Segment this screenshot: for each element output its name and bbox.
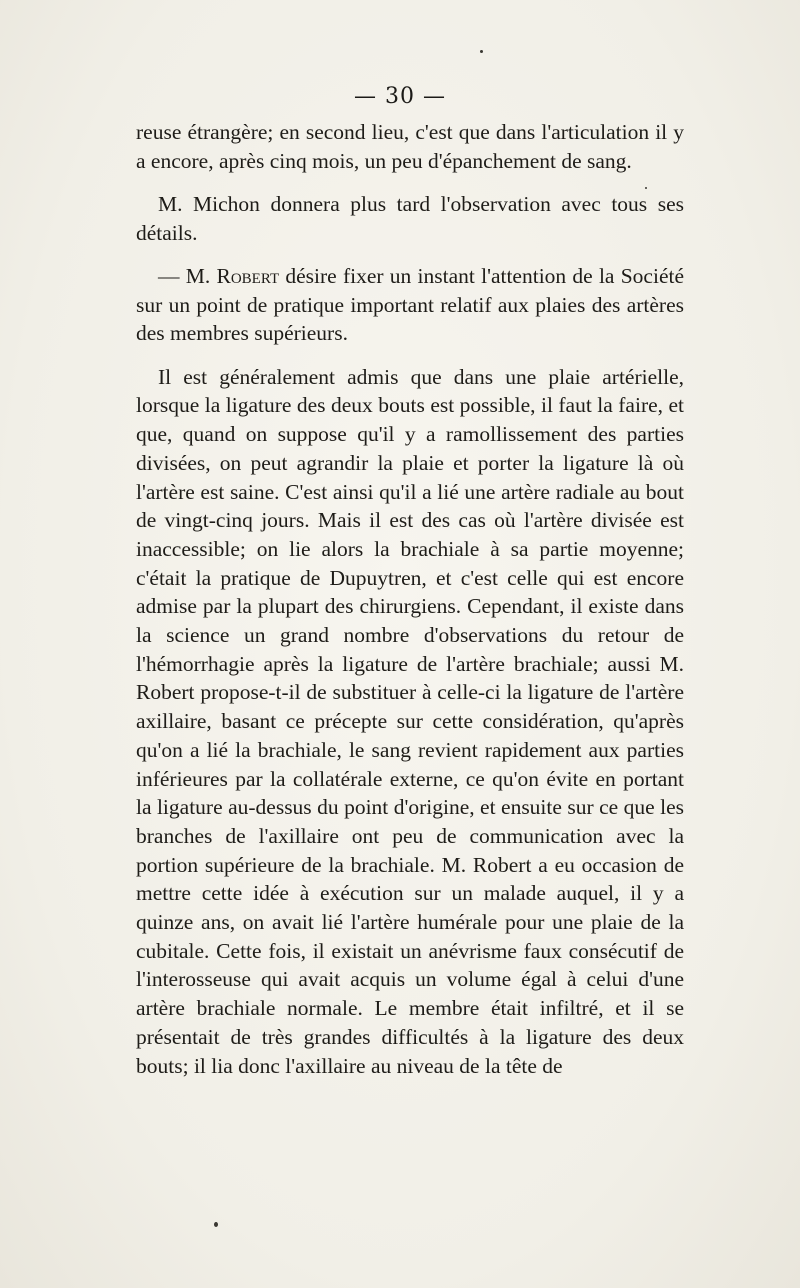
ink-speck [645,187,647,189]
paragraph-text: reuse étrangère; en second lieu, c'est que dans l'articulation il y a encore, après cinq mois, un peu d'épanchement de sang. [136,120,684,173]
body-text [136,118,684,1080]
paragraph-continuation [136,118,684,175]
paragraph-ligature [136,363,684,1081]
paragraph-text: Il est généralement admis que dans une plaie artérielle, lorsque la ligature des deux bouts est possible, il faut la faire, et que, quand on suppose qu'il y a ramollissement des parties divisées, on peut agrandir la plaie et porter la ligature là où l'artère est saine. C'est ainsi qu'il a lié une artère radiale au bout de vingt-cinq jours. Mais il est des cas où l'artère divisée est inaccessible; on lie alors la brachiale à sa partie moyenne; c'était la pratique de Dupuytren, et c'est celle qui est encore admise par la plupart des chirurgiens. Cependant, il existe dans la science un grand nombre d'observations du retour de l'hémorrhagie après la ligature de l'artère brachiale; aussi M. Robert propose-t-il de substituer à celle-ci la ligature de l'artère axillaire, basant ce précepte sur cette considération, qu'après qu'on a lié la brachiale, le sang revient rapidement aux parties inférieures par la collatérale externe, ce qu'on évite en portant la ligature au-dessus du point d'origine, et ensuite sur ce que les branches de l'axillaire ont peu de communication avec la portion supérieure de la brachiale. M. Robert a eu occasion de mettre cette idée à exécution sur un malade auquel, il y a quinze ans, on avait lié l'artère humérale pour une plaie de la cubitale. Cette fois, il existait un anévrisme faux consécutif de l'interosseuse qui avait acquis un volume égal à celui d'une artère brachiale normale. Le membre était infiltré, et il se présentait de très grandes difficultés à la ligature des deux bouts; il lia donc l'axillaire au niveau de la tête de [136,364,684,1078]
paragraph-prefix: — M. [158,264,217,288]
paragraph-text: M. Michon donnera plus tard l'observation avec tous ses détails. [136,192,684,245]
ink-speck [214,1222,218,1227]
page-number: — 30 — [354,84,446,109]
paragraph-text: désire fixer un instant l'attention de la Société sur un point de pratique important relatif aux plaies des artères des membres supérieurs. [136,264,685,346]
paragraph-michon [136,190,684,247]
paragraph-robert-intro [136,262,684,348]
ink-speck [480,50,483,53]
author-name: Robert [216,264,280,288]
